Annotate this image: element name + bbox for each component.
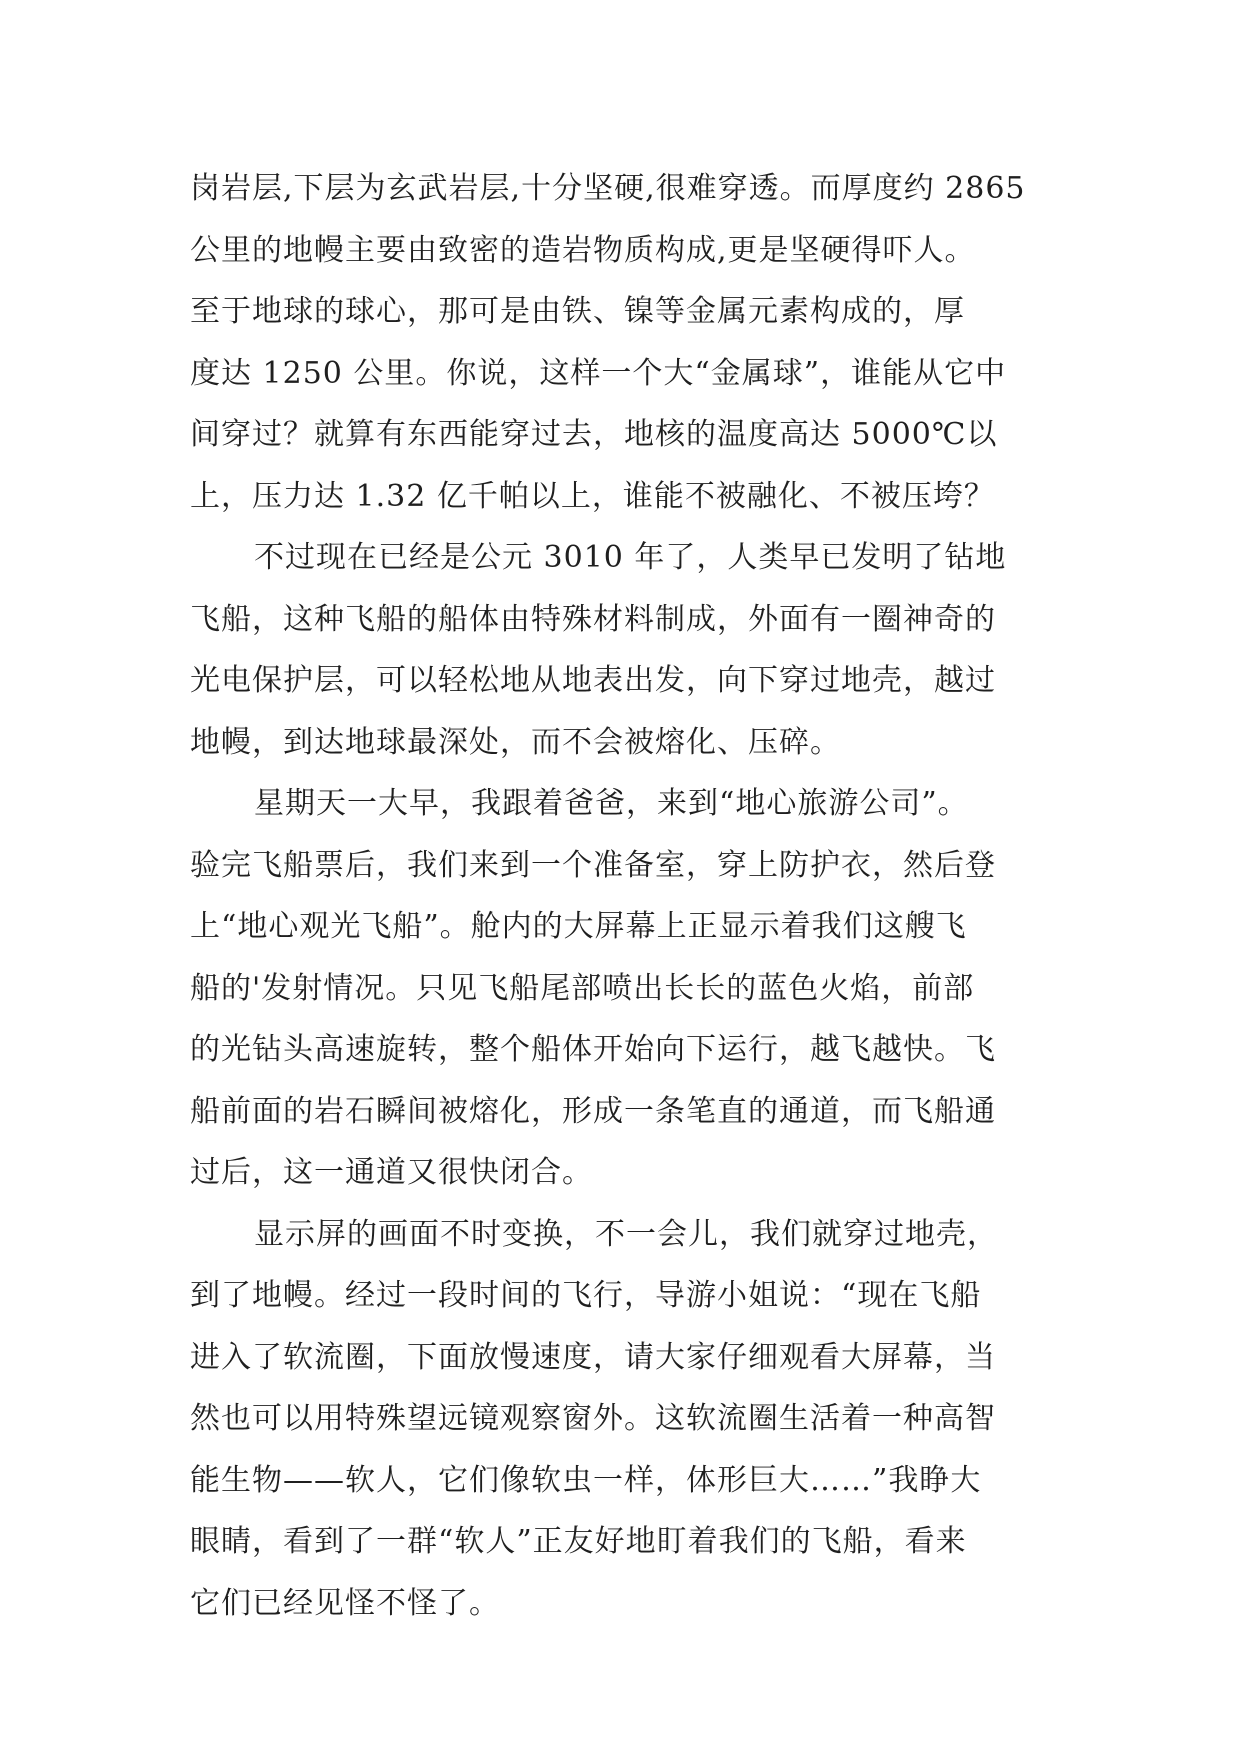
- paragraph-first-line: 星期天一大早，我跟着爸爸，来到“地心旅游公司”。: [254, 786, 969, 821]
- text-line: 上，压力达 1.32 亿千帕以上，谁能不被融化、不被压垮？: [190, 478, 995, 514]
- text-line: 光电保护层，可以轻松地从地表出发，向下穿过地壳，越过: [190, 663, 996, 698]
- text-line: 验完飞船票后，我们来到一个准备室，穿上防护衣，然后登: [190, 847, 996, 883]
- paragraph-first-line: 不过现在已经是公元 3010 年了，人类早已发明了钻地: [254, 540, 1007, 575]
- text-line: 飞船，这种飞船的船体由特殊材料制成，外面有一圈神奇的: [190, 601, 996, 637]
- text-line: 间穿过？就算有东西能穿过去，地核的温度高达 5000℃以: [190, 417, 998, 452]
- body-text: [190, 158, 1062, 1634]
- text-line: 到了地幔。经过一段时间的飞行，导游小姐说：“现在飞船: [190, 1278, 982, 1313]
- text-line: 至于地球的球心，那可是由铁、镍等金属元素构成的，厚: [190, 294, 965, 329]
- text-line: 船前面的岩石瞬间被熔化，形成一条笔直的通道，而飞船通: [190, 1093, 996, 1129]
- text-line: 上“地心观光飞船”。舱内的大屏幕上正显示着我们这艘飞: [190, 909, 967, 944]
- text-line: 过后，这一通道又很快闭合。: [190, 1155, 593, 1190]
- text-line: 的光钻头高速旋转，整个船体开始向下运行，越飞越快。飞: [190, 1032, 996, 1067]
- text-line: 然也可以用特殊望远镜观察窗外。这软流圈生活着一种高智: [190, 1401, 996, 1436]
- text-line: 船的'发射情况。只见飞船尾部喷出长长的蓝色火焰，前部: [190, 970, 975, 1006]
- text-line: 它们已经见怪不怪了。: [190, 1585, 500, 1621]
- text-line: 能生物——软人，它们像软虫一样，体形巨大……”我睁大: [190, 1462, 982, 1498]
- text-line: 度达 1250 公里。你说，这样一个大“金属球”，谁能从它中: [190, 355, 1007, 391]
- text-line: 进入了软流圈，下面放慢速度，请大家仔细观看大屏幕，当: [190, 1339, 996, 1375]
- text-line: 地幔，到达地球最深处，而不会被熔化、压碎。: [190, 724, 841, 760]
- text-line: 公里的地幔主要由致密的造岩物质构成,更是坚硬得吓人。: [190, 232, 976, 268]
- text-line: 眼睛，看到了一群“软人”正友好地盯着我们的飞船，看来: [190, 1524, 967, 1559]
- text-line: 岗岩层,下层为玄武岩层,十分坚硬,很难穿透。而厚度约 2865: [190, 171, 1026, 206]
- paragraph-first-line: 显示屏的画面不时变换，不一会儿，我们就穿过地壳，: [254, 1216, 998, 1252]
